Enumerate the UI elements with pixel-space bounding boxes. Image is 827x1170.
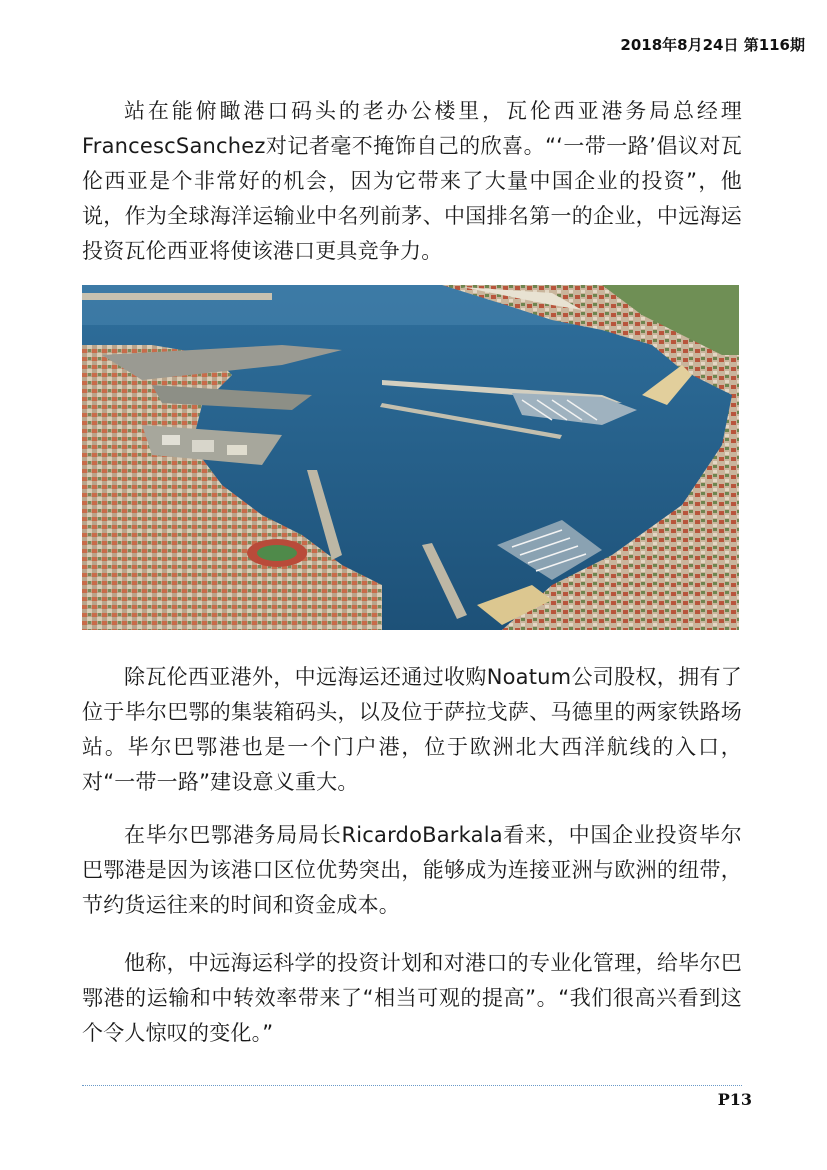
port-aerial-photo xyxy=(82,285,739,630)
paragraph-4: 他称，中远海运科学的投资计划和对港口的专业化管理，给毕尔巴鄂港的运输和中转效率带来了“相当可观的提高”。“我们很高兴看到这个令人惊叹的变化。” xyxy=(82,951,742,1045)
paragraph-2: 除瓦伦西亚港外，中远海运还通过收购Noatum公司股权，拥有了位于毕尔巴鄂的集装箱码头，以及位于萨拉戈萨、马德里的两家铁路场站。毕尔巴鄂港也是一个门户港，位于欧洲北大西洋航线的入口，对“一带一路”建设意义重大。 xyxy=(82,665,742,794)
footer-divider xyxy=(82,1085,742,1086)
paragraph-3: 在毕尔巴鄂港务局局长RicardoBarkala看来，中国企业投资毕尔巴鄂港是因为该港口区位优势突出，能够成为连接亚洲与欧洲的纽带，节约货运往来的时间和资金成本。 xyxy=(82,823,742,917)
page-number: P13 xyxy=(717,1090,752,1109)
paragraph-1: 站在能俯瞰港口码头的老办公楼里，瓦伦西亚港务局总经理FrancescSanchez对记者毫不掩饰自己的欣喜。“‘一带一路’倡议对瓦伦西亚是个非常好的机会，因为它带来了大量中国企业的投资”，他说，作为全球海洋运输业中名列前茅、中国排名第一的企业，中远海运投资瓦伦西亚将使该港口更具竞争力。 xyxy=(82,99,742,263)
issue-date-header: 2018年8月24日 第116期 xyxy=(620,36,805,54)
